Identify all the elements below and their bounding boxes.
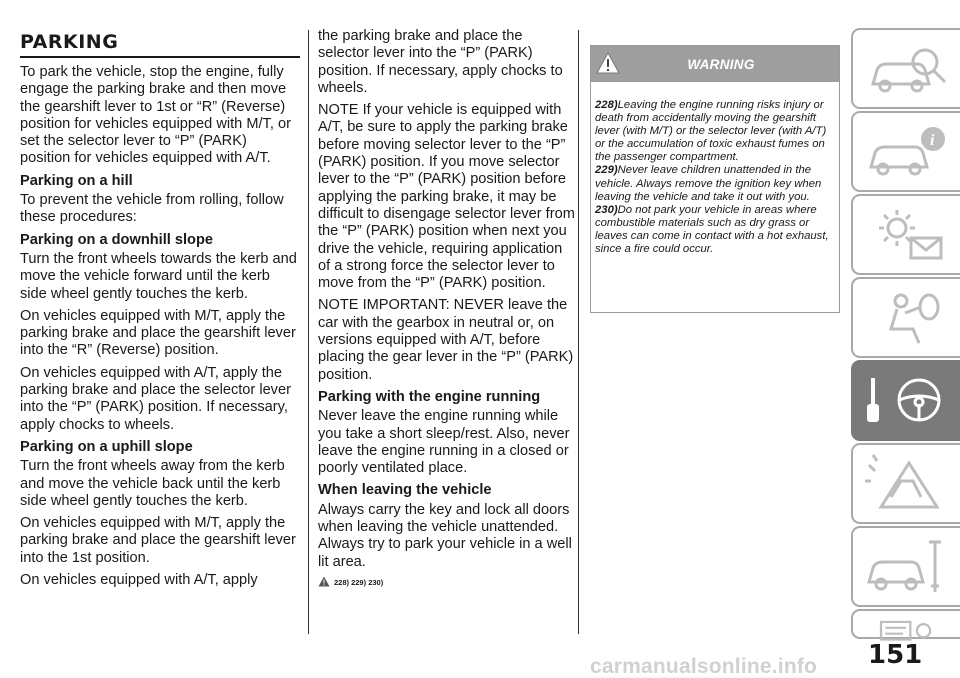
tab-maintenance[interactable] (851, 526, 960, 607)
warning-body (591, 82, 839, 256)
paragraph-intro: To park the vehicle, stop the engine, fully engage the parking brake and then move the gearshift lever to 1st or “R” (Reverse) position for vehicles equipped with M/T, or set the selector lever to “P” (PARK) position for vehicles equipped with A/T. (20, 64, 291, 167)
column-left (20, 28, 300, 594)
paragraph-uphill-at-start: On vehicles equipped with A/T, apply (20, 572, 258, 589)
subheading-downhill: Parking on a downhill slope (20, 231, 213, 248)
subheading-uphill: Parking on a uphill slope (20, 438, 193, 455)
reference-numbers: 228) 229) 230) (334, 577, 384, 587)
tab-technical-data[interactable] (851, 609, 960, 639)
tab-driving-active[interactable] (851, 360, 960, 441)
warning-item (595, 99, 833, 164)
paragraph-uphill-mt: On vehicles equipped with M/T, apply the parking brake and place the gearshift lever into the 1st position. (20, 515, 296, 566)
warning-item-number: 228) (595, 99, 618, 111)
note-parking-brake: NOTE If your vehicle is equipped with A/T, be sure to apply the parking brake before moving selector lever to the “P” (PARK) position. If you move selector lever to the “P” (PARK) position before applying the parking brake, it may be difficult to disengage selector lever from the “P” (PARK) position when next you drive the vehicle, requiring application of a strong force the selector lever to move from the “P” (PARK) position. (318, 102, 575, 292)
subheading-engine-running: Parking with the engine running (318, 388, 541, 405)
warning-item-number: 230) (595, 203, 618, 216)
paragraph-leaving: Always carry the key and lock all doors when leaving the vehicle unattended. Always try to park your vehicle in a well lit area. (318, 501, 572, 570)
tab-emergency[interactable] (851, 443, 960, 524)
emergency-road-icon (861, 453, 956, 516)
warning-item-text: Never leave children unattended in the vehicle. Always remove the ignition key when leaving the vehicle and take it out with you. (595, 164, 822, 203)
key-steering-wheel-icon (861, 370, 956, 433)
page-number: 151 (868, 640, 923, 670)
svg-text:i: i (930, 132, 935, 149)
warning-item-number: 229) (595, 164, 618, 177)
warning-box (590, 45, 840, 313)
warning-item-text: Do not park your vehicle in areas where combustible materials such as dry grass or leaves can come in contact with a hot exhaust, since a fire could occur. (595, 203, 829, 256)
watermark: carmanualsonline.info (590, 655, 818, 678)
airbag-seat-icon (861, 287, 956, 350)
subheading-leaving: When leaving the vehicle (318, 482, 492, 499)
tab-safety[interactable] (851, 194, 960, 275)
section-heading: PARKING (20, 31, 300, 58)
warning-lights-icon (861, 204, 956, 267)
column-middle (318, 28, 576, 587)
warning-item (595, 164, 833, 203)
paragraph-downhill-mt: On vehicles equipped with M/T, apply the parking brake and place the gearshift lever into the “R” (Reverse) position. (20, 307, 296, 359)
paragraph-hill: To prevent the vehicle from rolling, follow these procedures: (20, 192, 284, 226)
warning-header (591, 46, 839, 82)
tab-starting-driving[interactable] (851, 277, 960, 358)
warning-item-text: Leaving the engine running risks injury or death from accidentally moving the gearshift lever (with M/T) or the selector lever (with A/T) or the accumulation of toxic exhaust fumes on the passenger compartment. (595, 99, 827, 164)
warning-title: WARNING (687, 57, 755, 72)
warning-references (318, 576, 576, 587)
warning-triangle-icon (318, 576, 330, 587)
column-divider (578, 30, 579, 634)
column-divider (308, 30, 309, 634)
car-info-icon (861, 121, 956, 184)
subheading-hill: Parking on a hill (20, 172, 133, 189)
paragraph-downhill: Turn the front wheels towards the kerb and move the vehicle forward until the kerb side wheel gently touches the kerb. (20, 250, 297, 302)
paragraph-uphill: Turn the front wheels away from the kerb and move the vehicle back until the kerb side wheel gently touches the kerb. (20, 458, 285, 509)
note-important: NOTE IMPORTANT: NEVER leave the car with the gearbox in neutral or, on versions equipped with A/T, before placing the gear lever in the “P” (PARK) position. (318, 297, 574, 383)
warning-item (595, 204, 833, 256)
paragraph-engine-running: Never leave the engine running while you take a short sleep/rest. Also, never leave the engine running in a closed or poorly ventilated place. (318, 408, 570, 477)
specifications-icon (861, 619, 956, 641)
car-search-icon (861, 38, 956, 101)
tab-knowing-your-car[interactable] (851, 28, 960, 109)
paragraph-downhill-at: On vehicles equipped with A/T, apply the parking brake and place the selector lever into the “P” (PARK) position. If necessary, apply chocks to wheels. (20, 364, 291, 433)
paragraph-continued: the parking brake and place the selector lever into the “P” (PARK) position. If necessary, apply chocks to wheels. (318, 28, 563, 96)
car-maintenance-icon (861, 536, 956, 599)
tab-knowing-instrument-panel[interactable] (851, 111, 960, 192)
